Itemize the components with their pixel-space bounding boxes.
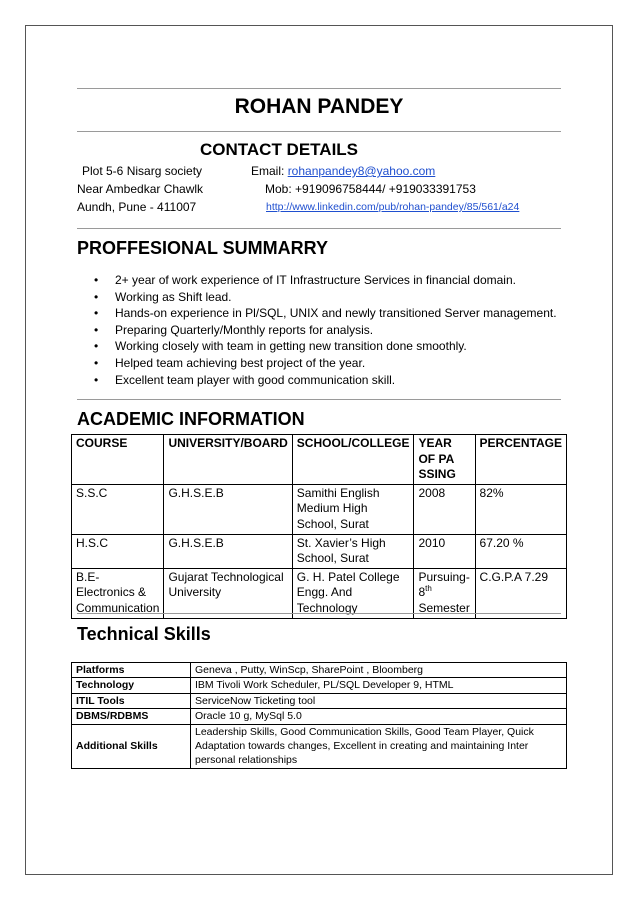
technical-title: Technical Skills (77, 624, 211, 644)
divider-name (77, 131, 561, 132)
mobile-row (265, 182, 476, 196)
summary-item: • Working as Shift lead. (115, 289, 595, 306)
academic-header-row (72, 435, 567, 485)
table-row (72, 678, 567, 693)
skill-value: Leadership Skills, Good Communication Skills, Good Team Player, Quick Adaptation towards changes, Excellent in creating and maintaining Inter personal relationships (191, 724, 567, 768)
address-line-2: Near Ambedkar Chawlk (77, 182, 204, 196)
summary-item: • 2+ year of work experience of IT Infrastructure Services in financial domain. (115, 272, 595, 289)
skill-label: ITIL Tools (72, 693, 191, 708)
percentage-cell: C.G.P.A 7.29 (475, 568, 566, 618)
school-cell: St. Xavier’s High School, Surat (292, 534, 414, 568)
header-percentage: PERCENTAGE (475, 435, 566, 485)
candidate-name: ROHAN PANDEY (234, 95, 404, 118)
summary-item: • Helped team achieving best project of the year. (115, 355, 595, 372)
university-cell: Gujarat Technological University (164, 568, 292, 618)
header-university: UNIVERSITY/BOARD (164, 435, 292, 485)
school-cell: G. H. Patel College Engg. And Technology (292, 568, 414, 618)
skill-label: DBMS/RDBMS (72, 709, 191, 724)
table-row (72, 663, 567, 678)
course-cell: S.S.C (72, 484, 164, 534)
header-course: COURSE (72, 435, 164, 485)
address-line-3: Aundh, Pune - 411007 (77, 200, 197, 214)
summary-item: • Preparing Quarterly/Monthly reports for analysis. (115, 322, 595, 339)
skill-value: Oracle 10 g, MySql 5.0 (191, 709, 567, 724)
technical-skills-table (71, 662, 567, 769)
summary-list (77, 272, 595, 388)
divider-top (77, 88, 561, 89)
header-year: YEAR OF PA SSING (414, 435, 475, 485)
mobile-number: +919096758444/ +919033391753 (295, 182, 476, 196)
year-cell (414, 568, 475, 618)
divider-summary (77, 399, 561, 400)
skill-value: IBM Tivoli Work Scheduler, PL/SQL Developer 9, HTML (191, 678, 567, 693)
semester-label: Semester (418, 600, 470, 615)
contact-title: CONTACT DETAILS (200, 140, 359, 159)
university-cell: G.H.S.E.B (164, 484, 292, 534)
skill-value: Geneva , Putty, WinScp, SharePoint , Bloomberg (191, 663, 567, 678)
table-row (72, 724, 567, 768)
divider-contact (77, 228, 561, 229)
address-line-1: Plot 5-6 Nisarg society (82, 164, 203, 178)
header-school: SCHOOL/COLLEGE (292, 435, 414, 485)
skill-label: Additional Skills (72, 724, 191, 768)
skill-value: ServiceNow Ticketing tool (191, 693, 567, 708)
semester-suffix: th (425, 584, 432, 594)
email-row (251, 164, 435, 178)
summary-item: • Excellent team player with good communication skill. (115, 372, 595, 389)
linkedin-row (266, 201, 519, 213)
year-cell: 2008 (414, 484, 475, 534)
divider-academic (77, 613, 561, 614)
mobile-label: Mob: (265, 182, 296, 196)
academic-table (71, 434, 567, 619)
university-cell: G.H.S.E.B (164, 534, 292, 568)
email-label: Email: (251, 164, 288, 178)
table-row (72, 484, 567, 534)
summary-item: • Working closely with team in getting new transition done smoothly. (115, 338, 595, 355)
year-cell: 2010 (414, 534, 475, 568)
table-row (72, 709, 567, 724)
percentage-cell: 67.20 % (475, 534, 566, 568)
skill-label: Technology (72, 678, 191, 693)
summary-item: • Hands-on experience in Pl/SQL, UNIX and newly transitioned Server management. (115, 305, 595, 322)
course-cell: B.E- Electronics & Communication (72, 568, 164, 618)
course-cell: H.S.C (72, 534, 164, 568)
table-row (72, 693, 567, 708)
summary-title: PROFFESIONAL SUMMARRY (77, 238, 329, 258)
school-cell: Samithi English Medium High School, Surat (292, 484, 414, 534)
skill-label: Platforms (72, 663, 191, 678)
academic-title: ACADEMIC INFORMATION (77, 409, 305, 429)
year-status: Pursuing- (418, 569, 470, 584)
table-row (72, 568, 567, 618)
linkedin-link[interactable]: http://www.linkedin.com/pub/rohan-pandey/85/561/a24 (266, 201, 520, 213)
email-link[interactable]: rohanpandey8@yahoo.com (287, 164, 436, 178)
semester-number: 8 (418, 585, 426, 600)
table-row (72, 534, 567, 568)
percentage-cell: 82% (475, 484, 566, 534)
